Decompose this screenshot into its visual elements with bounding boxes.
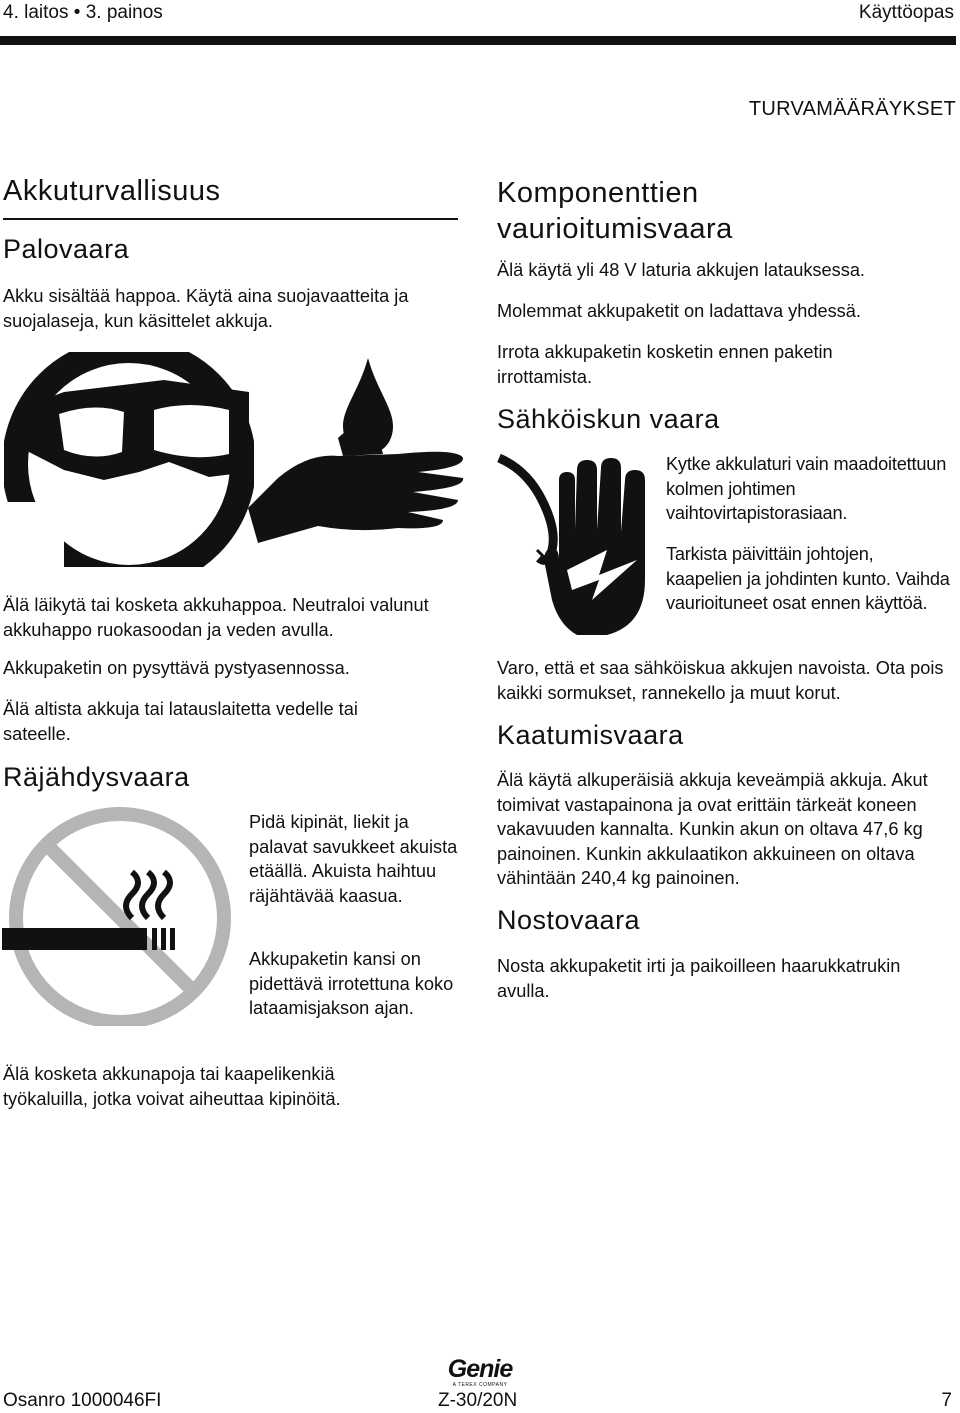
acid-text: Älä läikytä tai kosketa akkuhappoa. Neutraloi valunut akkuhappo ruokasoodan ja veden avulla.	[3, 595, 429, 640]
lift-text: Nosta akkupaketit irti ja paikoilleen haarukkatrukin avulla.	[497, 956, 901, 1001]
fire-text: Akku sisältää happoa. Käytä aina suojavaatteita ja suojalaseja, kun käsittelet akkuja.	[3, 286, 409, 331]
explosion-text-1: Pidä kipinät, liekit ja palavat savukkeet akuista etäällä. Akuista haihtuu räjähtävää kaasua.	[249, 812, 458, 906]
component-heading-line2: vaurioitumisvaara	[497, 213, 733, 245]
section-title: TURVAMÄÄRÄYKSET	[748, 98, 956, 120]
page-title: Akkuturvallisuus	[3, 175, 221, 207]
doc-type-label: Käyttöopas	[858, 2, 954, 23]
tip-heading: Kaatumisvaara	[497, 720, 684, 750]
genie-logo	[440, 1356, 520, 1388]
electric-shock-hand-icon	[497, 450, 657, 650]
part-number: Osanro 1000046FI	[3, 1390, 162, 1411]
component-text-3: Irrota akkupaketin kosketin ennen paketin irrottamista.	[497, 342, 833, 387]
component-heading-line1: Komponenttien	[497, 177, 699, 209]
explosion-heading: Räjähdysvaara	[3, 762, 190, 792]
no-smoking-icon	[2, 806, 247, 1026]
shock-text-1: Kytke akkulaturi vain maadoitettuun kolmen johtimen vaihtovirtapistorasiaan.	[666, 454, 947, 523]
shock-text-3: Varo, että et saa sähköiskua akkujen navoista. Ota pois kaikki sormukset, rannekello ja muut korut.	[497, 658, 944, 703]
explosion-text-2: Akkupaketin kansi on pidettävä irrotettuna koko lataamisjakson ajan.	[249, 949, 454, 1018]
shock-text-2: Tarkista päivittäin johtojen, kaapelien ja johdinten kunto. Vaihda vaurioituneet osat ennen käyttöä.	[666, 544, 950, 613]
fire-heading: Palovaara	[3, 234, 130, 264]
upright-text: Akkupaketin on pysyttävä pystyasennossa.	[3, 658, 350, 678]
lift-heading: Nostovaara	[497, 905, 641, 935]
explosion-text-3: Älä kosketa akkunapoja tai kaapelikenkiä työkaluilla, jotka voivat aiheuttaa kipinöitä.	[3, 1064, 341, 1109]
edition-label: 4. laitos • 3. painos	[3, 2, 163, 23]
shock-heading: Sähköiskun vaara	[497, 404, 720, 434]
glove-acid-icon	[238, 358, 468, 543]
component-text-2: Molemmat akkupaketit on ladattava yhdessä.	[497, 301, 861, 321]
safety-goggles-icon	[4, 352, 254, 567]
component-text-1: Älä käytä yli 48 V laturia akkujen latauksessa.	[497, 260, 865, 280]
title-rule	[3, 218, 458, 220]
component-heading	[497, 175, 733, 247]
header-rule	[0, 36, 956, 45]
water-text: Älä altista akkuja tai latauslaitetta vedelle tai sateelle.	[3, 699, 358, 744]
tip-text: Älä käytä alkuperäisiä akkuja keveämpiä akkuja. Akut toimivat vastapainona ja ovat erittäin tärkeät koneen vakavuuden kannalta. Kunkin akun on oltava 47,6 kg painoinen. Kunkin akkulaatikon akkuineen on oltava vähintään 240,4 kg painoinen.	[497, 770, 928, 888]
genie-logo-subtext: A TEREX COMPANY	[452, 1382, 508, 1388]
page-number: 7	[941, 1390, 952, 1411]
model-label: Z-30/20N	[438, 1390, 518, 1411]
genie-logo-text: Genie	[447, 1355, 513, 1383]
